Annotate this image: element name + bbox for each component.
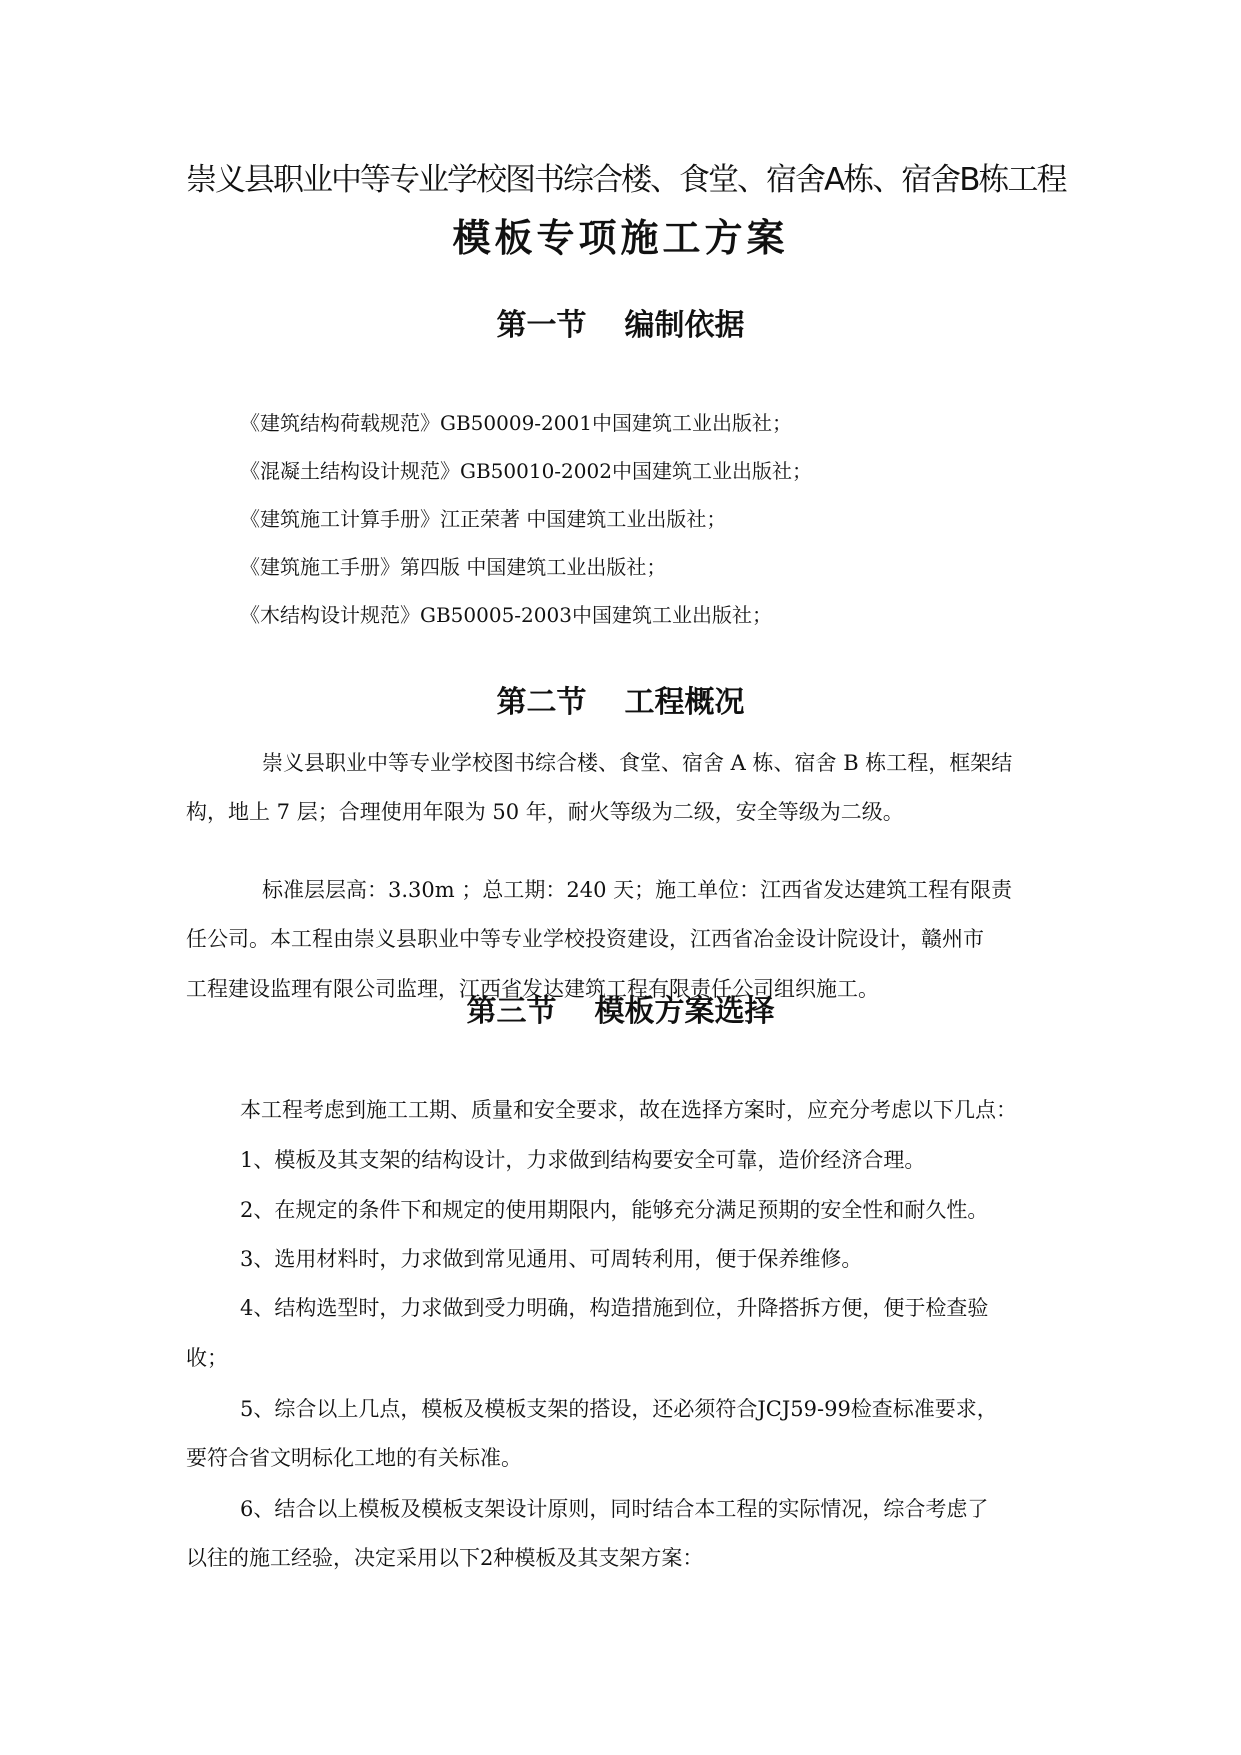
section-heading-1 <box>0 304 1241 348</box>
paragraph-line: 标准层层高：3.30m ；总工期：240 天；施工单位：江西省发达建筑工程有限责 <box>262 878 1013 902</box>
document-title: 模板专项施工方案 <box>452 215 789 260</box>
reference-item: 《混凝土结构设计规范》GB50010-2002中国建筑工业出版社； <box>240 459 812 483</box>
paragraph-line: 3、选用材料时，力求做到常见通用、可周转利用，便于保养维修。 <box>240 1247 863 1271</box>
paragraph-line: 2、在规定的条件下和规定的使用期限内，能够充分满足预期的安全性和耐久性。 <box>240 1198 989 1222</box>
paragraph-line: 任公司。本工程由崇义县职业中等专业学校投资建设，江西省冶金设计院设计，赣州市 <box>186 927 984 951</box>
paragraph-line: 收； <box>186 1346 228 1370</box>
section-number: 第二节 <box>496 685 587 720</box>
paragraph-line: 5、综合以上几点，模板及模板支架的搭设，还必须符合JCJ59-99检查标准要求， <box>240 1397 998 1421</box>
section-title: 工程概况 <box>624 685 745 720</box>
document-subtitle: 崇义县职业中等专业学校图书综合楼、食堂、宿舍A栋、宿舍B栋工程 <box>186 162 1066 198</box>
paragraph-line: 构，地上 7 层；合理使用年限为 50 年，耐火等级为二级，安全等级为二级。 <box>186 800 904 824</box>
reference-item: 《木结构设计规范》GB50005-2003中国建筑工业出版社； <box>240 603 772 627</box>
paragraph-line: 本工程考虑到施工工期、质量和安全要求，故在选择方案时，应充分考虑以下几点： <box>240 1098 1017 1122</box>
paragraph-line: 以往的施工经验，决定采用以下2种模板及其支架方案： <box>186 1546 704 1570</box>
section-number: 第三节 <box>466 994 557 1029</box>
paragraph-line: 要符合省文明标化工地的有关标准。 <box>186 1446 522 1470</box>
section-title: 编制依据 <box>624 308 745 343</box>
paragraph-line: 4、结构选型时，力求做到受力明确，构造措施到位，升降搭拆方便，便于检查验 <box>240 1296 989 1320</box>
paragraph-line: 1、模板及其支架的结构设计，力求做到结构要安全可靠，造价经济合理。 <box>240 1148 926 1172</box>
reference-item: 《建筑施工手册》第四版 中国建筑工业出版社； <box>240 555 667 579</box>
paragraph-line: 6、结合以上模板及模板支架设计原则，同时结合本工程的实际情况，综合考虑了 <box>240 1497 989 1521</box>
reference-item: 《建筑结构荷载规范》GB50009-2001中国建筑工业出版社； <box>240 411 792 435</box>
section-heading-2 <box>0 681 1241 725</box>
section-heading-3 <box>0 990 1241 1034</box>
paragraph-line: 工程建设监理有限公司监理，江西省发达建筑工程有限责任公司组织施工。 <box>186 977 879 1001</box>
paragraph-line: 崇义县职业中等专业学校图书综合楼、食堂、宿舍 A 栋、宿舍 B 栋工程，框架结 <box>262 751 1013 775</box>
section-number: 第一节 <box>496 308 587 343</box>
section-title: 模板方案选择 <box>594 994 775 1029</box>
reference-item: 《建筑施工计算手册》江正荣著 中国建筑工业出版社； <box>240 507 727 531</box>
